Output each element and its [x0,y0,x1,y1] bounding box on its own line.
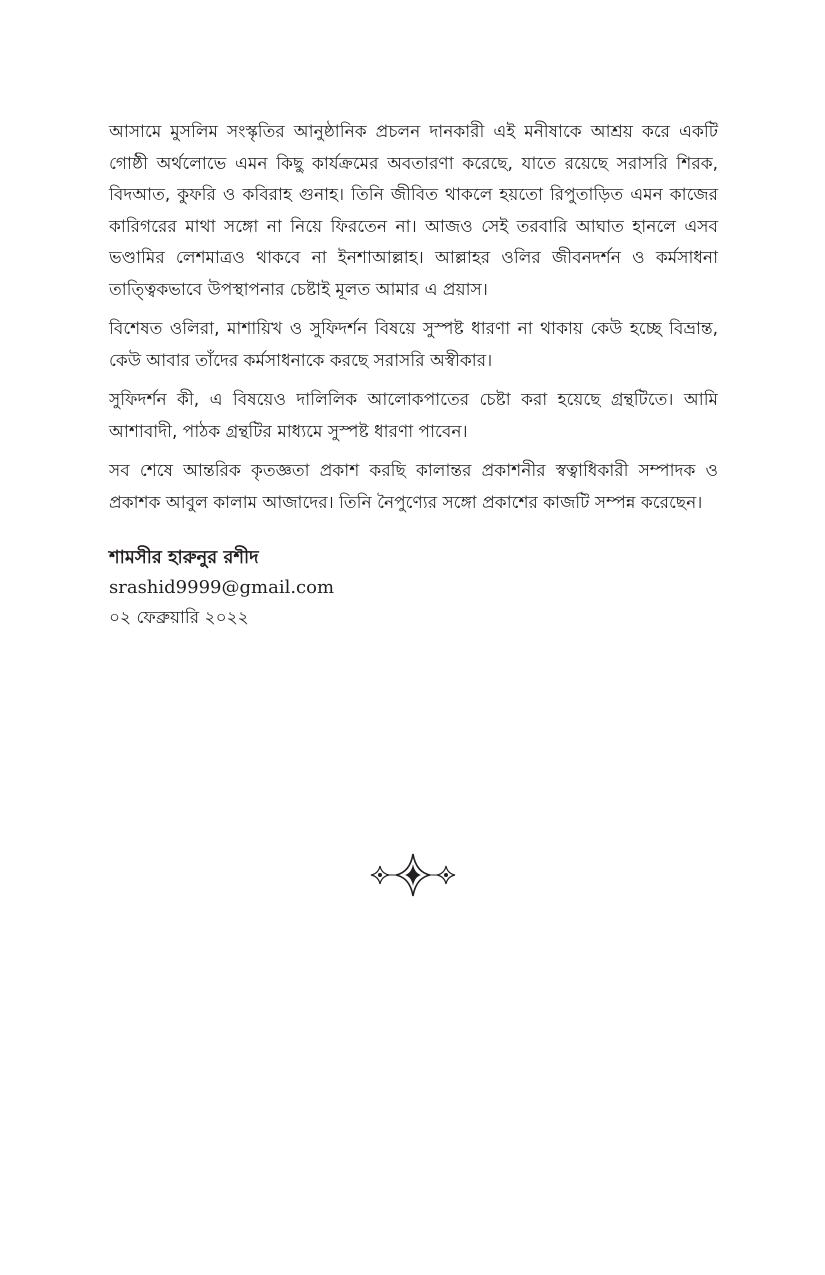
paragraph-4: সব শেষে আন্তরিক কৃতজ্ঞতা প্রকাশ করছি কালান্তর প্রকাশনীর স্বত্বাধিকারী সম্পাদক ও প্রকাশক আবুল কালাম আজাদের। তিনি নৈপুণ্যের সঙ্গো প্রকাশের কাজটি সম্পন্ন করেছেন। [109,461,718,513]
paragraph-3: সুফিদর্শন কী, এ বিষয়েও দালিলিক আলোকপাতের চেষ্টা করা হয়েছে গ্রন্থটিতে। আমি আশাবাদী, পাঠক গ্রন্থটির মাধ্যমে সুস্পষ্ট ধারণা পাবেন। [109,390,718,442]
preface-page [109,117,718,633]
signature-block [109,543,718,633]
author-name: শামসীর হারুনুর রশীদ [109,547,259,568]
paragraph-1: আসামে মুসলিম সংস্কৃতির আনুষ্ঠানিক প্রচলন দানকারী এই মনীষাকে আশ্রয় করে একটি গোষ্ঠী অর্থলোভে এমন কিছু কার্যক্রমের অবতারণা করেছে, যাতে রয়েছে সরাসরি শিরক, বিদআত, কুফরি ও কবিরাহ গুনাহ। তিনি জীবিত থাকলে হয়তো রিপুতাড়িত এমন কাজের কারিগরের মাথা সঙ্গো না নিয়ে ফিরতেন না। আজও সেই তরবারি আঘাত হানলে এসব ভণ্ডামির লেশমাত্রও থাকবে না ইনশাআল্লাহ। আল্লাহর ওলির জীবনদর্শন ও কর্মসাধনা তাত্ত্বিকভাবে উপস্থাপনার চেষ্টাই মূলত আমার এ প্রয়াস। [109,122,718,300]
sparkle-ornament-icon [366,852,460,898]
paragraph-2: বিশেষত ওলিরা, মাশায়িখ ও সুফিদর্শন বিষয়ে সুস্পষ্ট ধারণা না থাকায় কেউ হচ্ছে বিভ্রান্ত, কেউ আবার তাঁদের কর্মসাধনাকে করছে সরাসরি অস্বীকার। [109,319,718,371]
author-email: srashid9999@gmail.com [109,577,335,598]
signature-date: ০২ ফেব্রুয়ারি ২০২২ [109,608,249,628]
